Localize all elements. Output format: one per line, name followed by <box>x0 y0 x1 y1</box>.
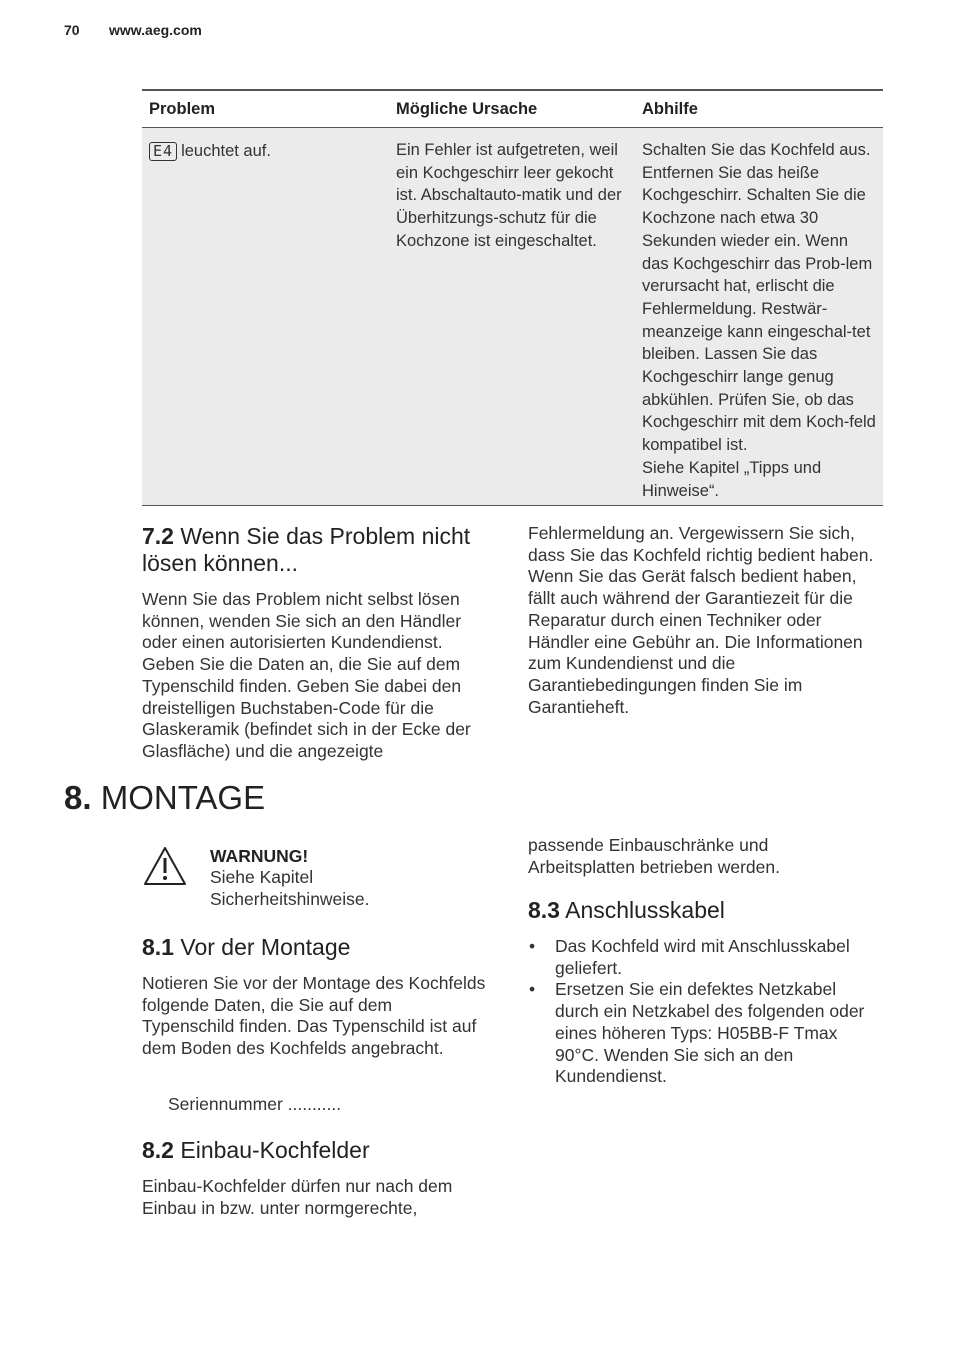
section-8-3-list <box>528 936 883 1088</box>
warning-text: Siehe Kapitel Sicherheitshinweise. <box>210 867 370 909</box>
problem-text: leuchtet auf. <box>181 142 271 160</box>
section-8-2-title: Einbau-Kochfelder <box>180 1137 370 1163</box>
section-8-2-heading <box>142 1137 370 1164</box>
section-8-2-text-left: Einbau-Kochfelder dürfen nur nach dem Einbau in bzw. unter normgerechte, <box>142 1176 453 1218</box>
section-8-3-title: Anschlusskabel <box>565 897 725 923</box>
table-row <box>142 128 883 506</box>
page-number: 70 <box>64 22 80 38</box>
section-7-2-heading <box>142 523 472 577</box>
section-8-1-text: Notieren Sie vor der Montage des Kochfelds folgende Daten, die Sie auf dem Typenschild finden. Das Typenschild ist auf dem Boden des Kochfelds angebracht. <box>142 973 486 1059</box>
section-7-2-text-right: Fehlermeldung an. Vergewissern Sie sich, dass Sie das Kochfeld richtig bedient haben. Wenn Sie das Gerät falsch bedient haben, fällt auch während der Garantiezeit für die Reparatur durch einen Techniker oder Händler eine Gebühr an. Die Informationen zum Kundendienst und die Garantiebedingungen finden Sie im Garantieheft. <box>528 523 874 717</box>
list-item-text: Ersetzen Sie ein defektes Netzkabel durch ein Netzkabel des folgenden oder eines höheren Typs: H05BB-F Tmax 90°C. Wenden Sie sich an den Kundendienst. <box>555 979 865 1087</box>
section-8-1-title: Vor der Montage <box>180 934 351 960</box>
chapter-8-heading <box>64 779 265 817</box>
section-7-2-number: 7.2 <box>142 523 174 549</box>
header-url: www.aeg.com <box>109 22 202 38</box>
table-cell-problem <box>142 128 389 505</box>
bullet-icon: • <box>529 936 536 956</box>
troubleshooting-table <box>142 89 883 506</box>
section-8-1-number: 8.1 <box>142 934 174 960</box>
display-code-e4: E4 <box>149 142 177 161</box>
chapter-8-number: 8. <box>64 779 92 816</box>
section-7-2-text-left: Wenn Sie das Problem nicht selbst lösen können, wenden Sie sich an den Händler oder einen autorisierten Kundendienst. Geben Sie die Daten an, die Sie auf dem Typenschild finden. Geben Sie dabei den dreistelligen Buchstaben-Code für die Glaskeramik (befindet sich in der Ecke der Glasfläche) und die angezeigte <box>142 589 471 761</box>
section-8-2-text-right: passende Einbauschränke und Arbeitsplatten betrieben werden. <box>528 835 780 877</box>
warning-title: WARNUNG! <box>210 846 309 866</box>
table-cell-cause: Ein Fehler ist aufgetreten, weil ein Kochgeschirr leer gekocht ist. Abschaltauto-matik und der Überhitzungs-schutz für die Kochzone ist eingeschaltet. <box>396 141 622 250</box>
section-8-1-heading <box>142 934 350 961</box>
table-header-problem: Problem <box>149 99 216 118</box>
bullet-icon: • <box>529 979 536 1000</box>
list-item <box>528 936 883 979</box>
serial-number-line: Seriennummer ........... <box>168 1094 342 1114</box>
section-8-3-heading <box>528 897 725 924</box>
chapter-8-title: MONTAGE <box>100 779 266 816</box>
section-8-2-number: 8.2 <box>142 1137 174 1163</box>
section-8-3-number: 8.3 <box>528 897 560 923</box>
section-7-2-title: Wenn Sie das Problem nicht lösen können... <box>142 523 471 576</box>
remedy-text: Schalten Sie das Kochfeld aus. Entfernen Sie das heiße Kochgeschirr. Schalten Sie die Kochzone nach etwa 30 Sekunden wieder ein. Wenn das Kochgeschirr das Prob-lem verursacht hat, erlischt die Fehlermeldung. Restwär-meanzeige kann eingeschal-tet bleiben. Lassen Sie das Kochgeschirr lange genug abkühlen. Prüfen Sie, ob das Kochgeschirr mit dem Koch-feld kompatibel ist. <box>642 141 876 455</box>
list-item-text: Das Kochfeld wird mit Anschlusskabel geliefert. <box>555 936 850 978</box>
table-header-cause: Mögliche Ursache <box>396 99 538 118</box>
remedy-reference: Siehe Kapitel „Tipps und Hinweise“. <box>642 458 822 500</box>
table-cell-remedy <box>636 128 883 505</box>
table-header-row <box>142 89 883 128</box>
table-header-remedy: Abhilfe <box>642 99 698 118</box>
warning-icon <box>143 846 187 886</box>
list-item <box>528 979 883 1088</box>
